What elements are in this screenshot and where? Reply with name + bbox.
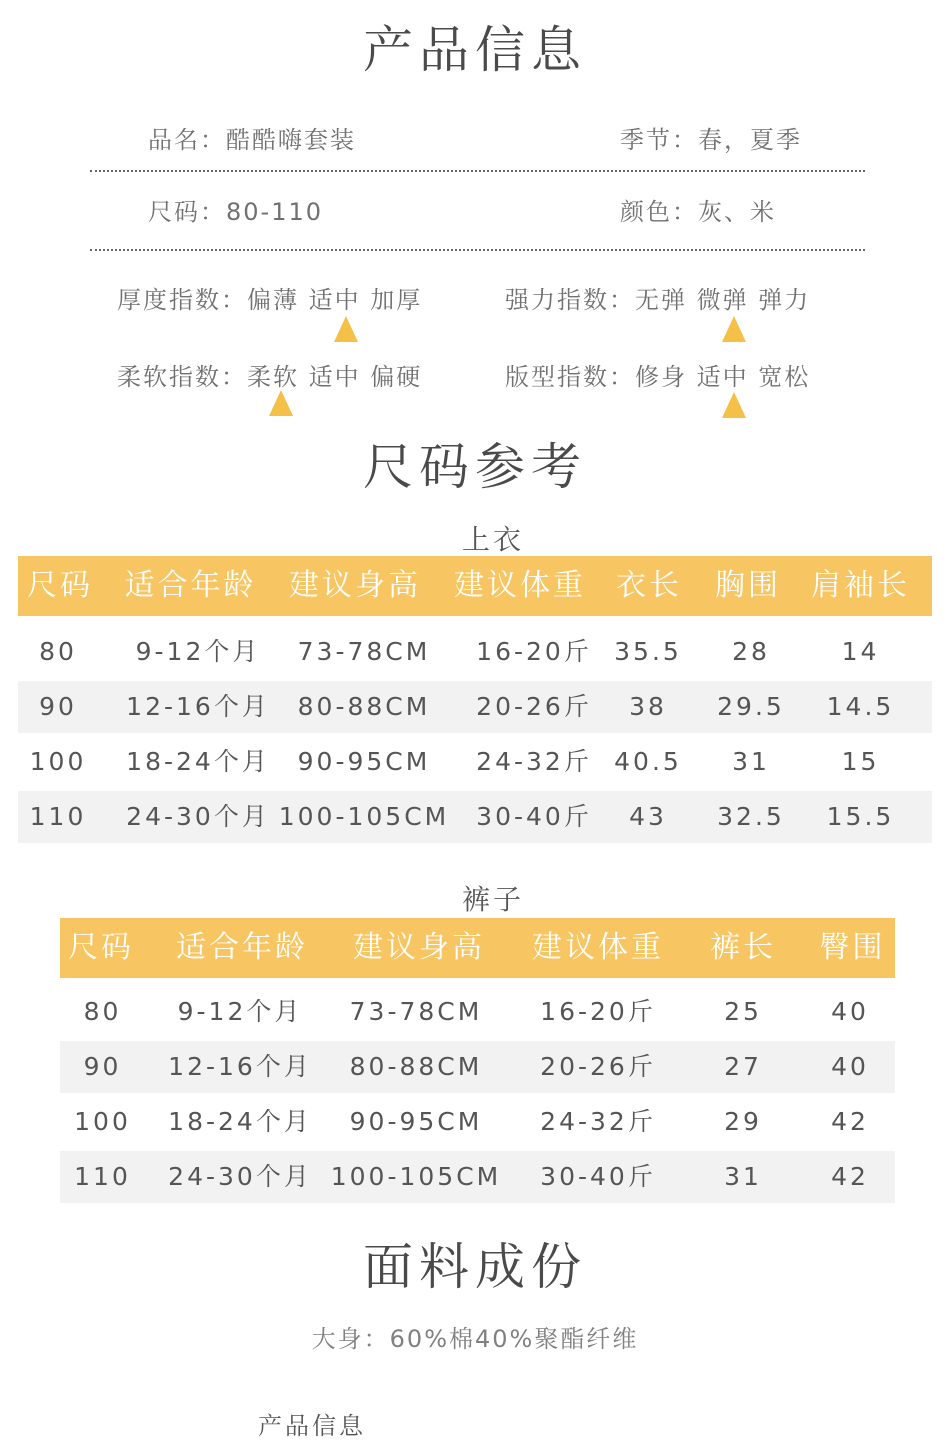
fabric-composition: 大身：60%棉40%聚酯纤维 <box>311 1325 639 1353</box>
header-cell: 尺码 <box>27 568 93 603</box>
table-cell: 80 <box>39 637 77 666</box>
table-cell: 90 <box>83 1052 122 1081</box>
table-cell: 15.5 <box>826 802 895 831</box>
table-cell: 29.5 <box>717 692 785 721</box>
table-cell: 73-78CM <box>349 997 483 1026</box>
table-cell: 28 <box>732 637 770 666</box>
table-cell: 29 <box>724 1107 762 1136</box>
fit-label: 版型指数： <box>505 363 635 391</box>
selected-marker-icon <box>722 392 746 418</box>
table-cell: 35.5 <box>614 637 682 666</box>
table-cell: 14.5 <box>826 692 895 721</box>
divider <box>90 249 865 251</box>
header-cell: 建议体重 <box>532 930 664 965</box>
next-section-heading: 产品信息 <box>258 1412 366 1440</box>
table-cell: 42 <box>831 1162 869 1191</box>
header-cell: 臀围 <box>819 930 886 965</box>
table-cell: 80 <box>83 997 122 1026</box>
table-cell: 100 <box>29 747 87 776</box>
header-cell: 肩袖长 <box>811 568 910 603</box>
table-cell: 24-32斤 <box>540 1107 656 1136</box>
table-cell: 100-105CM <box>278 802 450 831</box>
top-table-header <box>18 556 932 616</box>
elasticity-option: 微弹 <box>696 286 749 314</box>
table-cell: 24-32斤 <box>476 747 592 776</box>
table-cell: 27 <box>724 1052 762 1081</box>
divider <box>90 170 865 172</box>
table-row <box>60 1041 895 1093</box>
fit-option: 修身 <box>635 363 687 391</box>
top-table-title: 上衣 <box>461 523 524 556</box>
table-cell: 31 <box>724 1162 762 1191</box>
header-cell: 胸围 <box>715 568 781 603</box>
table-cell: 40.5 <box>614 747 682 776</box>
fit-option: 适中 <box>696 363 749 391</box>
table-row <box>18 626 932 678</box>
elasticity-label: 强力指数： <box>505 286 635 314</box>
table-cell: 100-105CM <box>330 1162 502 1191</box>
table-cell: 43 <box>629 802 667 831</box>
softness-option: 偏硬 <box>370 363 423 391</box>
table-row <box>18 681 932 733</box>
elasticity-option: 无弹 <box>635 286 687 314</box>
table-cell: 40 <box>831 997 869 1026</box>
header-cell: 衣长 <box>616 568 682 603</box>
thickness-option: 偏薄 <box>247 286 299 314</box>
selected-marker-icon <box>722 316 746 342</box>
softness-index <box>117 362 422 392</box>
table-cell: 20-26斤 <box>476 692 592 721</box>
fit-index <box>505 362 810 392</box>
selected-marker-icon <box>269 390 293 416</box>
table-cell: 90 <box>39 692 77 721</box>
pants-table-title: 裤子 <box>461 883 524 916</box>
table-row <box>60 986 895 1038</box>
table-cell: 100 <box>74 1107 131 1136</box>
table-row <box>60 1151 895 1203</box>
table-cell: 18-24个月 <box>168 1107 312 1136</box>
header-cell: 建议体重 <box>454 568 586 603</box>
table-cell: 16-20斤 <box>540 997 656 1026</box>
table-cell: 80-88CM <box>349 1052 483 1081</box>
thickness-option: 加厚 <box>370 286 423 314</box>
table-cell: 73-78CM <box>297 637 431 666</box>
header-cell: 裤长 <box>710 930 776 965</box>
fabric-title: 面料成份 <box>363 1238 587 1296</box>
table-cell: 15 <box>841 747 880 776</box>
table-cell: 38 <box>629 692 667 721</box>
table-row <box>60 1096 895 1148</box>
table-cell: 18-24个月 <box>126 747 270 776</box>
table-cell: 9-12个月 <box>135 637 261 666</box>
table-cell: 30-40斤 <box>540 1162 656 1191</box>
softness-label: 柔软指数： <box>117 363 247 391</box>
table-cell: 90-95CM <box>349 1107 483 1136</box>
table-cell: 20-26斤 <box>540 1052 656 1081</box>
table-cell: 12-16个月 <box>126 692 270 721</box>
table-cell: 25 <box>724 997 762 1026</box>
header-cell: 建议身高 <box>353 930 485 965</box>
table-cell: 24-30个月 <box>126 802 270 831</box>
table-cell: 90-95CM <box>297 747 431 776</box>
table-cell: 40 <box>831 1052 869 1081</box>
header-cell: 建议身高 <box>289 568 421 603</box>
header-cell: 适合年龄 <box>176 930 308 965</box>
pants-table-header <box>60 918 895 978</box>
header-cell: 尺码 <box>68 930 134 965</box>
table-cell: 14 <box>841 637 880 666</box>
table-row <box>18 791 932 843</box>
table-row <box>18 736 932 788</box>
table-cell: 9-12个月 <box>177 997 303 1026</box>
softness-option: 适中 <box>308 363 361 391</box>
product-size: 尺码：80-110 <box>148 198 324 226</box>
elasticity-option: 弹力 <box>758 286 811 314</box>
table-cell: 110 <box>74 1162 131 1191</box>
selected-marker-icon <box>334 316 358 342</box>
fit-option: 宽松 <box>758 363 811 391</box>
product-name: 品名：酷酷嗨套装 <box>148 126 356 154</box>
thickness-index <box>117 285 422 315</box>
table-cell: 16-20斤 <box>476 637 592 666</box>
softness-option: 柔软 <box>247 363 299 391</box>
size-reference-title: 尺码参考 <box>363 438 587 496</box>
product-color: 颜色：灰、米 <box>620 198 776 226</box>
table-cell: 32.5 <box>717 802 785 831</box>
elasticity-index <box>505 285 810 315</box>
table-cell: 12-16个月 <box>168 1052 312 1081</box>
header-cell: 适合年龄 <box>124 568 257 603</box>
table-cell: 110 <box>29 802 87 831</box>
table-cell: 31 <box>732 747 770 776</box>
thickness-label: 厚度指数： <box>117 286 247 314</box>
thickness-option: 适中 <box>308 286 361 314</box>
product-season: 季节：春，夏季 <box>620 126 802 154</box>
table-cell: 24-30个月 <box>168 1162 312 1191</box>
table-cell: 80-88CM <box>297 692 431 721</box>
table-cell: 42 <box>831 1107 869 1136</box>
product-info-title: 产品信息 <box>363 21 587 79</box>
table-cell: 30-40斤 <box>476 802 592 831</box>
